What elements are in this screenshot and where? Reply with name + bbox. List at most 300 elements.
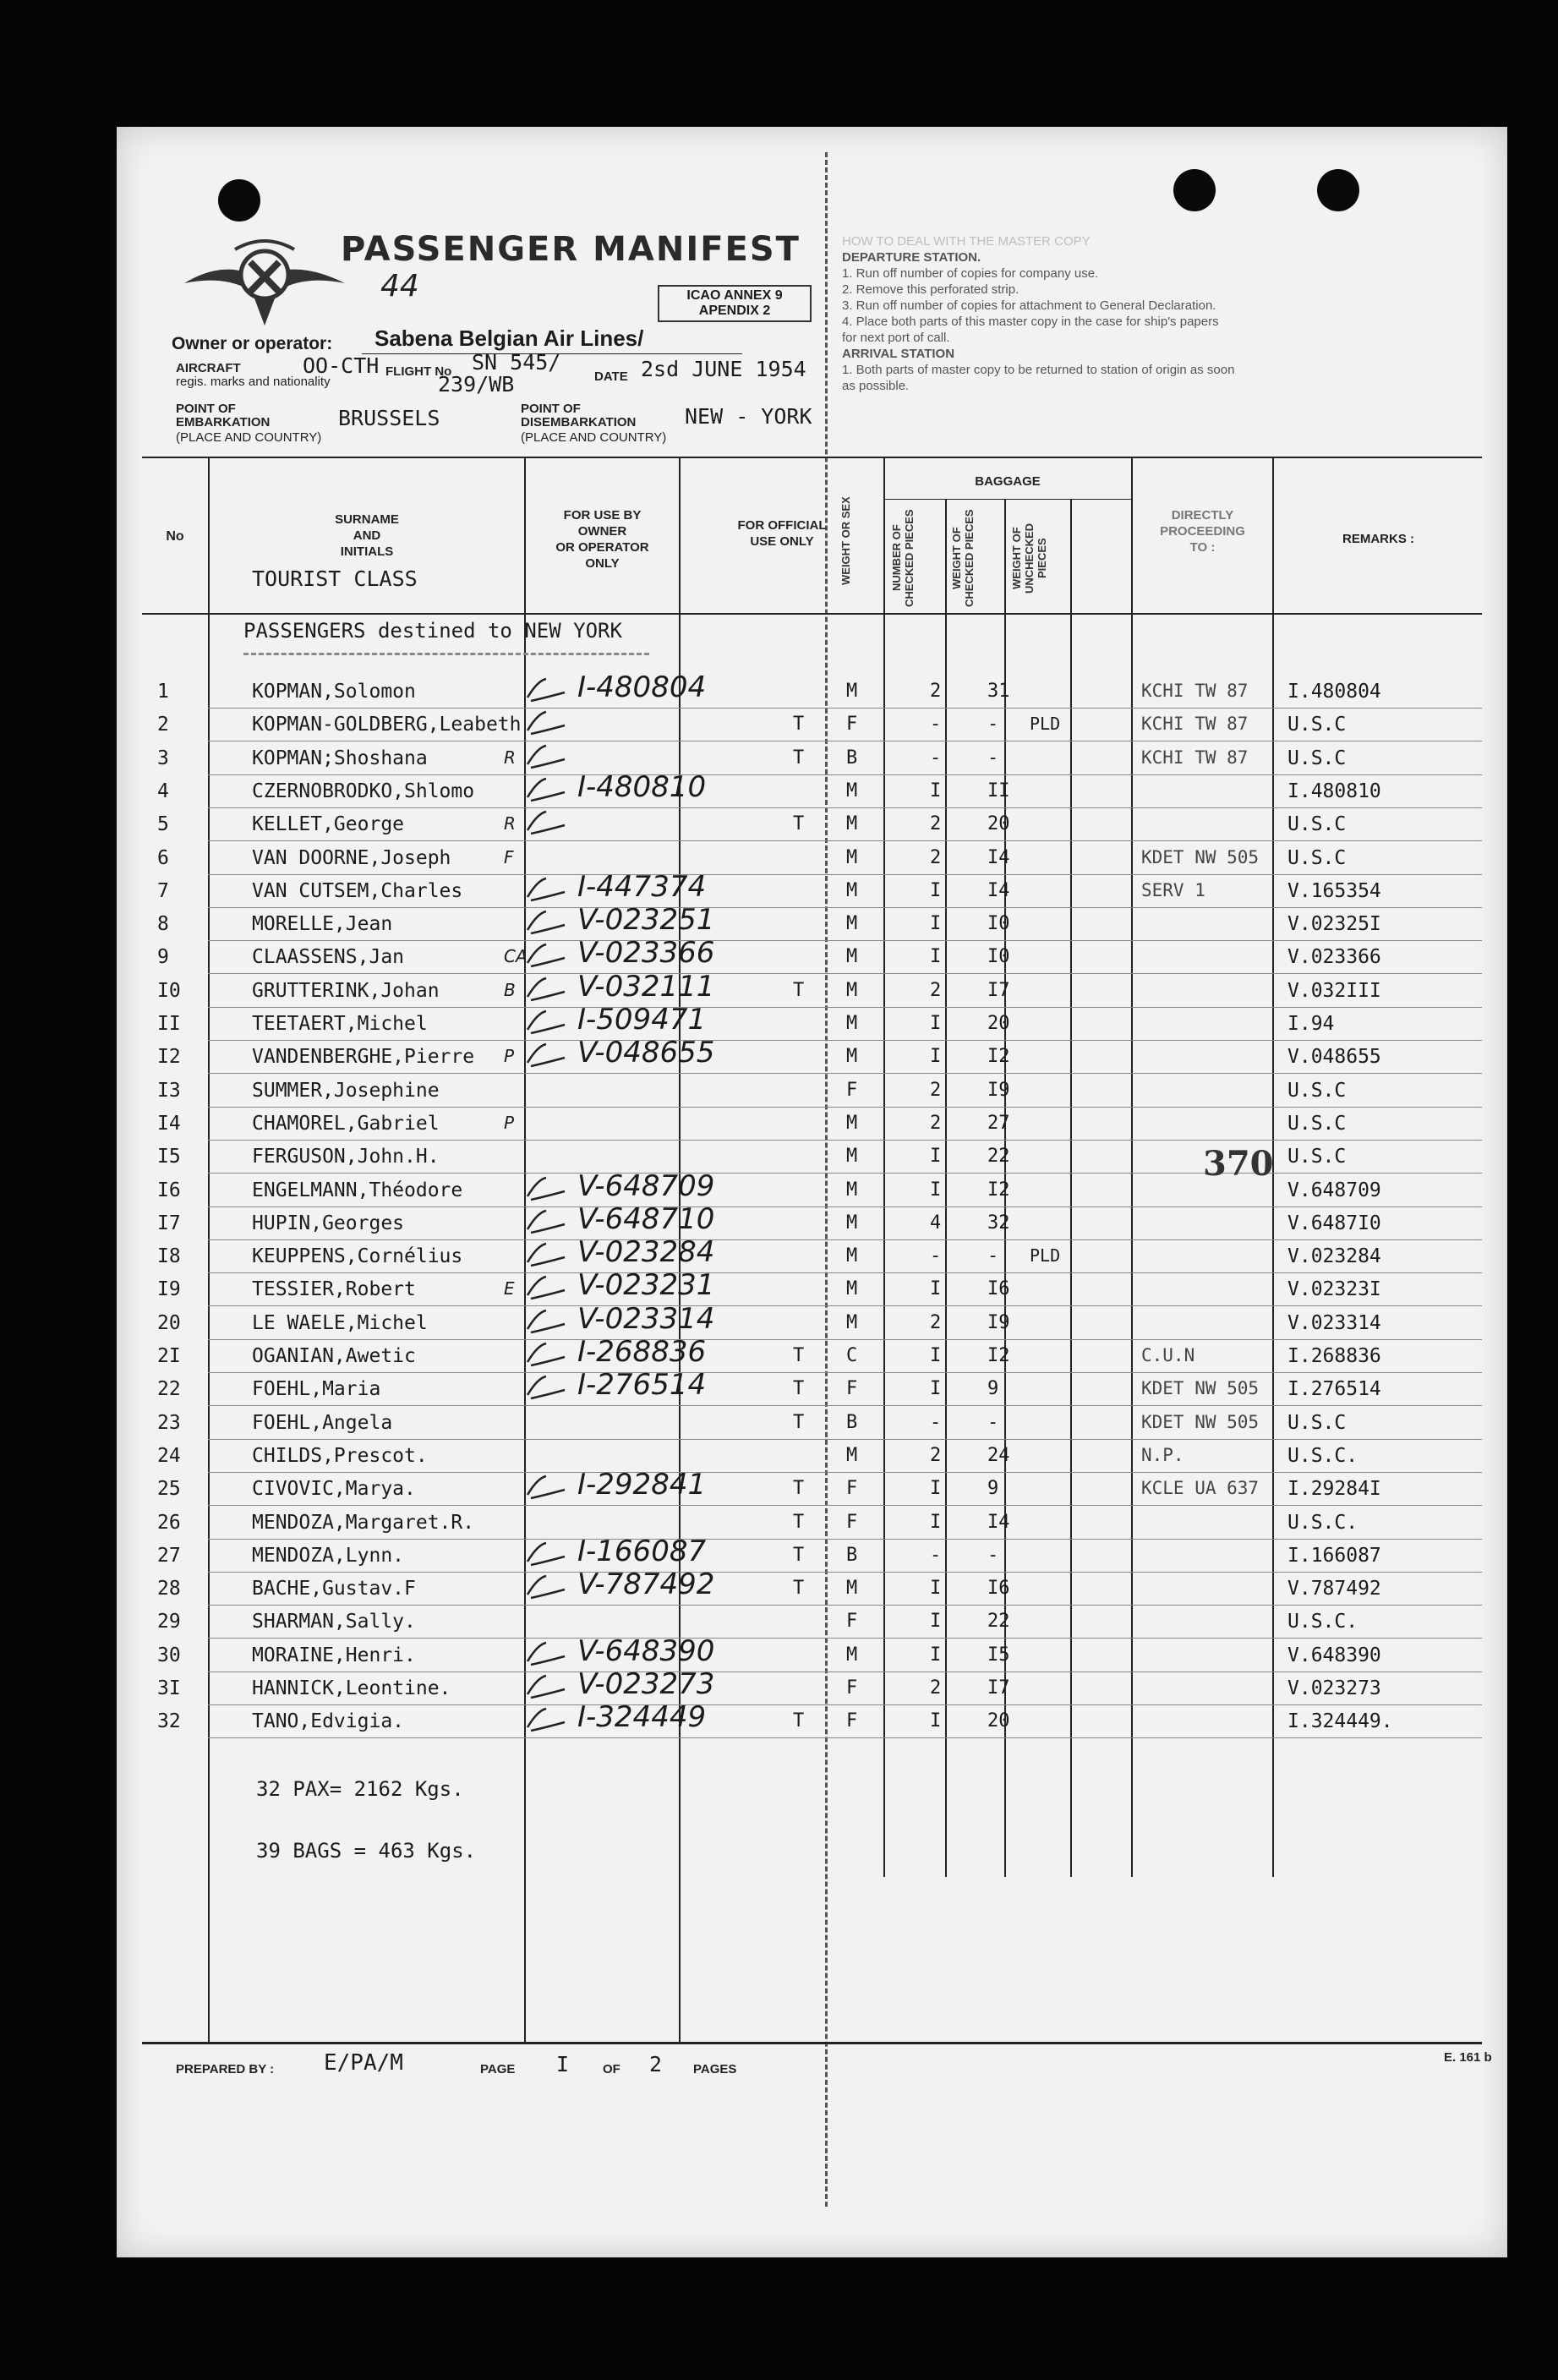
remarks: U.S.C: [1287, 813, 1347, 836]
destination: SERV 1: [1141, 879, 1205, 900]
col-surname-line: INITIALS: [340, 544, 394, 559]
passenger-sex: M: [846, 879, 858, 901]
disembark-label: POINT OF DISEMBARKATION: [521, 402, 637, 429]
row-number: 7: [157, 879, 169, 902]
passenger-name: ENGELMANN,Théodore: [252, 1179, 463, 1201]
passenger-sex: F: [846, 714, 858, 736]
table-bottom-rule: [142, 2042, 1482, 2044]
passenger-sex: F: [846, 1511, 858, 1533]
passenger-sex: M: [846, 1578, 858, 1600]
remarks: U.S.C: [1287, 747, 1347, 769]
passenger-name: KEUPPENS,Cornélius: [252, 1245, 463, 1268]
total-bags: 39 BAGS = 463 Kgs.: [256, 1839, 477, 1863]
remarks: I.268836: [1287, 1345, 1381, 1367]
destination: N.P.: [1141, 1444, 1184, 1465]
passenger-sex: M: [846, 1046, 858, 1068]
row-rule: [208, 1372, 1482, 1373]
passenger-sex: M: [846, 1212, 858, 1234]
passenger-sex: F: [846, 1611, 858, 1633]
col-no: No: [166, 529, 184, 544]
check-mark-icon: [521, 1672, 571, 1703]
owner-use-number: I-324449: [577, 1700, 707, 1735]
checked-weight: I9: [987, 1079, 1010, 1101]
col-line: [945, 499, 947, 1877]
total-passengers: 32 PAX= 2162 Kgs.: [256, 1777, 464, 1801]
remarks: U.S.C.: [1287, 1444, 1358, 1467]
row-rule: [208, 1704, 1482, 1705]
prepared-value: E/PA/M: [324, 2050, 403, 2076]
checked-weight: -: [987, 714, 999, 736]
disembark-value: NEW - YORK: [685, 404, 812, 429]
owner-use-number: I-276514: [577, 1368, 707, 1403]
col-line: [1131, 457, 1133, 1877]
passenger-sex: B: [846, 1411, 858, 1433]
baggage-rule: [883, 499, 1131, 500]
class-mark: R: [504, 813, 516, 834]
col-checked-weight: WEIGHT OF CHECKED PIECES: [950, 509, 976, 607]
passenger-sex: M: [846, 681, 858, 702]
col-remarks: REMARKS :: [1342, 532, 1414, 546]
tourist-class: TOURIST CLASS: [252, 566, 418, 591]
header-bottom-rule: [142, 613, 1482, 615]
passenger-name: KOPMAN,Solomon: [252, 681, 416, 703]
remarks: V.02323I: [1287, 1278, 1381, 1301]
t-mark: T: [793, 979, 805, 1001]
checked-pieces: 2: [930, 846, 942, 868]
checked-weight: I4: [987, 879, 1010, 901]
passenger-name: KOPMAN;Shoshana: [252, 747, 428, 769]
checked-weight: 9: [987, 1478, 999, 1500]
sabena-logo-icon: [176, 233, 353, 334]
instruction-line: DEPARTURE STATION.: [842, 250, 981, 265]
col-directly-line: DIRECTLY: [1171, 508, 1234, 523]
flight-value: SN 545/: [472, 350, 561, 375]
checked-pieces: I: [930, 1179, 942, 1201]
passenger-sex: M: [846, 1245, 858, 1267]
checked-pieces: 2: [930, 1444, 942, 1466]
perforation-line: [825, 152, 828, 2207]
row-number: I2: [157, 1046, 181, 1069]
prepared-label: PREPARED BY :: [176, 2062, 275, 2076]
checked-pieces: -: [930, 1411, 942, 1433]
check-mark-icon: [521, 941, 571, 971]
checked-weight: I7: [987, 979, 1010, 1001]
remarks: I.94: [1287, 1013, 1335, 1035]
sheet-mark: 44: [380, 269, 419, 304]
owner-use-number: I-480810: [577, 769, 707, 804]
remarks: V.048655: [1287, 1046, 1381, 1069]
t-mark: T: [793, 1578, 805, 1600]
checked-weight: 20: [987, 1013, 1010, 1034]
row-number: 27: [157, 1544, 181, 1567]
checked-weight: 22: [987, 1146, 1010, 1168]
checked-weight: 20: [987, 813, 1010, 835]
instruction-line: ARRIVAL STATION: [842, 347, 955, 361]
handwritten-370: 370: [1203, 1144, 1274, 1184]
row-number: II: [157, 1013, 181, 1035]
checked-weight: 31: [987, 681, 1010, 702]
owner-label: Owner or operator:: [172, 334, 333, 353]
checked-pieces: I: [930, 913, 942, 935]
section-title: PASSENGERS destined to NEW YORK: [243, 619, 622, 643]
checked-pieces: I: [930, 1345, 942, 1366]
remarks: U.S.C: [1287, 1411, 1347, 1434]
col-directly-line: TO :: [1189, 540, 1216, 555]
col-surname: [210, 512, 524, 560]
instruction-line: 4. Place both parts of this master copy in the case for ship's papers: [842, 315, 1219, 329]
check-mark-icon: [521, 1240, 571, 1271]
col-official-line: USE ONLY: [750, 534, 814, 549]
row-rule: [208, 840, 1482, 841]
remarks: V.023273: [1287, 1677, 1381, 1699]
check-mark-icon: [521, 676, 571, 706]
check-mark-icon: [521, 775, 571, 806]
remarks: I.276514: [1287, 1378, 1381, 1401]
passenger-name: FOEHL,Maria: [252, 1378, 381, 1401]
owner-use-number: I-268836: [577, 1335, 707, 1369]
checked-pieces: 4: [930, 1212, 942, 1234]
col-directly-line: PROCEEDING: [1160, 524, 1245, 539]
row-number: 28: [157, 1578, 181, 1600]
row-number: 30: [157, 1644, 181, 1666]
passenger-name: MENDOZA,Lynn.: [252, 1544, 405, 1567]
check-mark-icon: [521, 1008, 571, 1038]
embark-sub: (PLACE AND COUNTRY): [176, 430, 322, 445]
row-rule: [208, 1272, 1482, 1273]
t-mark: T: [793, 813, 805, 835]
row-rule: [208, 1239, 1482, 1240]
class-mark: F: [504, 846, 514, 867]
checked-pieces: I: [930, 879, 942, 901]
row-rule: [208, 1007, 1482, 1008]
owner-use-number: V-648710: [577, 1201, 715, 1236]
t-mark: T: [793, 1478, 805, 1500]
row-number: 6: [157, 846, 169, 869]
t-mark: T: [793, 1345, 805, 1366]
table-top-rule: [142, 457, 1482, 458]
punch-hole: [1317, 169, 1359, 211]
class-mark: E: [504, 1278, 515, 1299]
passenger-name: LE WAELE,Michel: [252, 1311, 428, 1334]
instruction-line: 2. Remove this perforated strip.: [842, 282, 1020, 297]
destination: KDET NW 505: [1141, 846, 1260, 867]
passenger-sex: M: [846, 913, 858, 935]
col-owner-line: OR OPERATOR: [555, 540, 649, 555]
checked-pieces: I: [930, 1511, 942, 1533]
row-rule: [208, 1107, 1482, 1108]
class-mark: P: [504, 1046, 515, 1067]
check-mark-icon: [521, 908, 571, 938]
owner-use-number: V-032111: [577, 969, 715, 1004]
row-rule: [208, 1671, 1482, 1672]
passenger-name: CZERNOBRODKO,Shlomo: [252, 780, 475, 802]
instruction-line: 1. Run off number of copies for company use.: [842, 266, 1099, 281]
class-mark: CA: [504, 946, 528, 967]
col-line: [208, 457, 210, 2042]
passenger-name: CIVOVIC,Marya.: [252, 1478, 416, 1501]
passenger-name: VANDENBERGHE,Pierre: [252, 1046, 475, 1069]
page-label: PAGE: [480, 2062, 516, 2076]
row-rule: [208, 1339, 1482, 1340]
passenger-name: CLAASSENS,Jan: [252, 946, 405, 969]
check-mark-icon: [521, 1340, 571, 1371]
row-rule: [208, 1073, 1482, 1074]
col-owner-line: ONLY: [585, 556, 620, 571]
passenger-sex: M: [846, 1278, 858, 1300]
row-rule: [208, 1140, 1482, 1141]
passenger-name: VAN CUTSEM,Charles: [252, 879, 463, 902]
passenger-name: BACHE,Gustav.F: [252, 1578, 416, 1600]
passenger-sex: M: [846, 979, 858, 1001]
row-number: I8: [157, 1245, 181, 1268]
instruction-line: for next port of call.: [842, 331, 950, 345]
remarks: U.S.C: [1287, 846, 1347, 869]
owner-use-number: V-023251: [577, 903, 715, 938]
punch-hole: [1173, 169, 1216, 211]
passenger-sex: F: [846, 1710, 858, 1732]
checked-pieces: I: [930, 1378, 942, 1400]
check-mark-icon: [521, 1174, 571, 1205]
row-number: 32: [157, 1710, 181, 1733]
remarks: U.S.C: [1287, 1079, 1347, 1102]
remarks: V.165354: [1287, 879, 1381, 902]
check-mark-icon: [521, 875, 571, 905]
passenger-sex: C: [846, 1345, 858, 1366]
remarks: V.787492: [1287, 1578, 1381, 1600]
checked-weight: I7: [987, 1677, 1010, 1699]
destination: KDET NW 505: [1141, 1378, 1260, 1399]
checked-weight: I6: [987, 1578, 1010, 1600]
checked-weight: I9: [987, 1311, 1010, 1333]
instruction-line: 3. Run off number of copies for attachment to General Declaration.: [842, 298, 1216, 313]
row-number: I3: [157, 1079, 181, 1102]
passenger-name: SUMMER,Josephine: [252, 1079, 440, 1102]
passenger-sex: M: [846, 1444, 858, 1466]
passenger-sex: M: [846, 1112, 858, 1134]
row-rule: [208, 1439, 1482, 1440]
remarks: I.480810: [1287, 780, 1381, 802]
row-rule: [208, 1539, 1482, 1540]
col-owner-line: OWNER: [577, 524, 627, 539]
check-mark-icon: [521, 1273, 571, 1304]
passenger-name: VAN DOORNE,Joseph: [252, 846, 451, 869]
checked-pieces: I: [930, 1013, 942, 1034]
passenger-name: TEETAERT,Michel: [252, 1013, 428, 1035]
row-number: 25: [157, 1478, 181, 1501]
passenger-name: OGANIAN,Awetic: [252, 1345, 416, 1367]
row-number: 2I: [157, 1345, 181, 1367]
checked-weight: I2: [987, 1345, 1010, 1366]
col-line: [1070, 499, 1072, 1877]
checked-pieces: I: [930, 780, 942, 802]
checked-pieces: I: [930, 1644, 942, 1666]
check-mark-icon: [521, 742, 571, 773]
checked-weight: II: [987, 780, 1010, 802]
checked-pieces: I: [930, 1710, 942, 1732]
passenger-name: MORELLE,Jean: [252, 913, 393, 936]
passenger-name: FERGUSON,John.H.: [252, 1146, 440, 1168]
remarks: V.648709: [1287, 1179, 1381, 1201]
owner-use-number: V-787492: [577, 1568, 715, 1602]
row-number: 24: [157, 1444, 181, 1467]
col-line: [883, 457, 885, 1877]
checked-pieces: 2: [930, 1677, 942, 1699]
checked-pieces: -: [930, 1544, 942, 1566]
class-mark: P: [504, 1112, 515, 1133]
date-value: 2sd JUNE 1954: [641, 357, 806, 381]
owner-use-number: V-023231: [577, 1268, 715, 1303]
remarks: U.S.C.: [1287, 1611, 1358, 1633]
of-value: 2: [649, 2052, 663, 2076]
passenger-name: MORAINE,Henri.: [252, 1644, 416, 1666]
row-rule: [208, 907, 1482, 908]
passenger-sex: M: [846, 1146, 858, 1168]
row-rule: [208, 708, 1482, 709]
checked-weight: 27: [987, 1112, 1010, 1134]
checked-weight: -: [987, 1544, 999, 1566]
row-rule: [208, 874, 1482, 875]
check-mark-icon: [521, 1307, 571, 1338]
col-surname-line: AND: [353, 528, 381, 543]
instruction-line: as possible.: [842, 379, 910, 393]
checked-weight: 24: [987, 1444, 1010, 1466]
checked-weight: I4: [987, 846, 1010, 868]
col-owner-line: FOR USE BY: [563, 508, 642, 523]
check-mark-icon: [521, 1540, 571, 1570]
row-rule: [208, 1173, 1482, 1174]
embark-label: POINT OF EMBARKATION: [176, 402, 271, 429]
row-number: 2: [157, 714, 169, 736]
row-number: I7: [157, 1212, 181, 1234]
row-number: 5: [157, 813, 169, 836]
row-number: 9: [157, 946, 169, 969]
flight-label: FLIGHT No: [385, 364, 452, 379]
punch-hole: [218, 179, 260, 222]
destination: KCHI TW 87: [1141, 747, 1249, 768]
remarks: V.023314: [1287, 1311, 1381, 1334]
row-rule: [208, 774, 1482, 775]
owner-use-number: V-648709: [577, 1168, 715, 1203]
col-checked-pieces: NUMBER OF CHECKED PIECES: [890, 509, 916, 607]
row-rule: [208, 807, 1482, 808]
checked-weight: -: [987, 747, 999, 769]
col-owner-use: [526, 507, 679, 572]
unchecked-weight: PLD: [1030, 1245, 1061, 1267]
passenger-name: CHILDS,Prescot.: [252, 1444, 428, 1467]
checked-pieces: -: [930, 747, 942, 769]
destination: KCHI TW 87: [1141, 681, 1249, 701]
col-surname-line: SURNAME: [335, 512, 399, 527]
checked-pieces: 2: [930, 813, 942, 835]
date-label: DATE: [594, 369, 628, 384]
remarks: V.6487I0: [1287, 1212, 1381, 1234]
flight-value-2: 239/WB: [438, 372, 515, 397]
t-mark: T: [793, 1378, 805, 1400]
check-mark-icon: [521, 1705, 571, 1736]
page-title: PASSENGER MANIFEST: [341, 230, 801, 269]
passenger-name: TESSIER,Robert: [252, 1278, 416, 1301]
passenger-name: SHARMAN,Sally.: [252, 1611, 416, 1633]
checked-pieces: I: [930, 1046, 942, 1068]
row-number: 1: [157, 681, 169, 703]
owner-use-number: V-023366: [577, 936, 715, 971]
t-mark: T: [793, 1710, 805, 1732]
row-number: 4: [157, 780, 169, 802]
row-rule: [208, 1405, 1482, 1406]
passenger-sex: M: [846, 780, 858, 802]
passenger-sex: M: [846, 1311, 858, 1333]
destination: KCHI TW 87: [1141, 714, 1249, 735]
manifest-sheet: [117, 127, 1507, 2257]
passenger-sex: B: [846, 747, 858, 769]
check-mark-icon: [521, 1573, 571, 1603]
page-value: I: [556, 2052, 570, 2076]
passenger-sex: M: [846, 946, 858, 968]
checked-weight: I4: [987, 1511, 1010, 1533]
passenger-sex: B: [846, 1544, 858, 1566]
t-mark: T: [793, 714, 805, 736]
remarks: U.S.C: [1287, 714, 1347, 736]
icao-box: [658, 285, 812, 322]
row-number: 29: [157, 1611, 181, 1633]
checked-pieces: 2: [930, 1112, 942, 1134]
checked-pieces: I: [930, 1146, 942, 1168]
t-mark: T: [793, 1511, 805, 1533]
unchecked-weight: PLD: [1030, 714, 1061, 735]
regis-label: regis. marks and nationality: [176, 375, 331, 389]
checked-pieces: I: [930, 1478, 942, 1500]
remarks: I.166087: [1287, 1544, 1381, 1567]
remarks: U.S.C.: [1287, 1511, 1358, 1534]
checked-weight: 22: [987, 1611, 1010, 1633]
checked-weight: I0: [987, 913, 1010, 935]
checked-pieces: 2: [930, 1311, 942, 1333]
passenger-sex: M: [846, 1013, 858, 1034]
instruction-line: 1. Both parts of master copy to be returned to station of origin as soon: [842, 363, 1235, 377]
owner-use-number: V-048655: [577, 1036, 715, 1070]
remarks: V.032III: [1287, 979, 1381, 1002]
passenger-name: KELLET,George: [252, 813, 405, 836]
owner-use-number: I-509471: [577, 1003, 707, 1037]
row-number: 3I: [157, 1677, 181, 1699]
row-number: I6: [157, 1179, 181, 1201]
form-number: E. 161 b: [1444, 2050, 1492, 2065]
destination: C.U.N: [1141, 1345, 1195, 1365]
passenger-name: HUPIN,Georges: [252, 1212, 405, 1234]
passenger-sex: F: [846, 1378, 858, 1400]
disembark-sub: (PLACE AND COUNTRY): [521, 430, 667, 445]
remarks: U.S.C: [1287, 1146, 1347, 1168]
checked-pieces: I: [930, 1578, 942, 1600]
pages-label: PAGES: [693, 2062, 737, 2076]
destination: KDET NW 505: [1141, 1411, 1260, 1432]
checked-weight: I2: [987, 1046, 1010, 1068]
row-number: 26: [157, 1511, 181, 1534]
row-number: I4: [157, 1112, 181, 1135]
passenger-name: HANNICK,Leontine.: [252, 1677, 451, 1699]
row-rule: [208, 1737, 1482, 1738]
passenger-name: GRUTTERINK,Johan: [252, 979, 440, 1002]
col-directly: [1133, 507, 1272, 555]
passenger-name: KOPMAN-GOLDBERG,Leabeth: [252, 714, 522, 736]
row-number: 20: [157, 1311, 181, 1334]
check-mark-icon: [521, 1373, 571, 1403]
passenger-sex: F: [846, 1677, 858, 1699]
row-number: I9: [157, 1278, 181, 1301]
passenger-sex: M: [846, 846, 858, 868]
row-rule: [208, 940, 1482, 941]
checked-pieces: -: [930, 1245, 942, 1267]
